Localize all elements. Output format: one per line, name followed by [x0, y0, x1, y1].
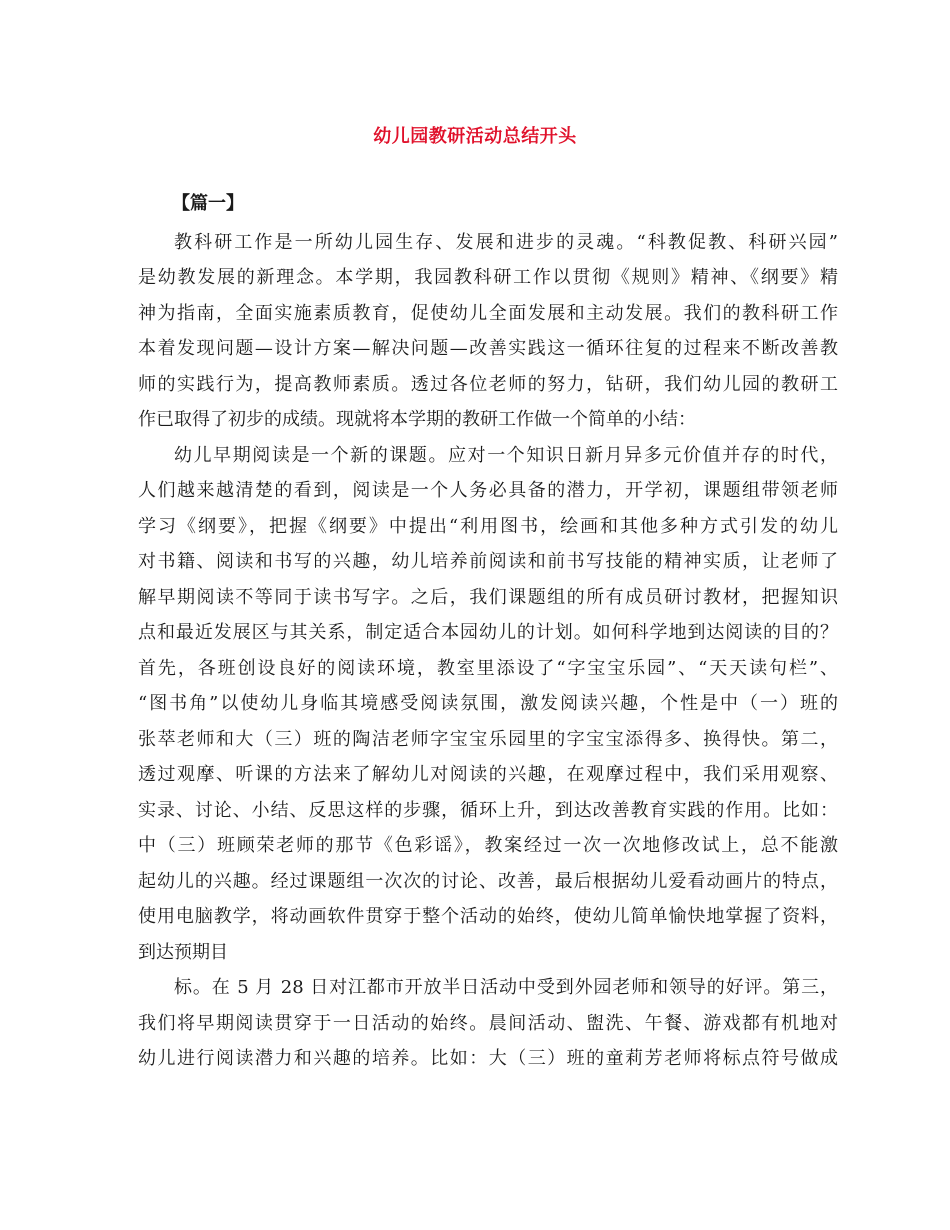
section-label: 【篇一】 — [172, 193, 244, 214]
text-line: 作已取得了初步的成绩。现就将本学期的教研工作做一个简单的小结： — [138, 409, 696, 430]
document-title: 幼儿园教研活动总结开头 — [373, 126, 577, 147]
text-line: 本着发现问题—设计方案—解决问题—改善实践这一循环往复的过程来不断改善教 — [138, 338, 838, 359]
text-line: 学习《纲要》，把握《纲要》中提出“利用图书，绘画和其他多种方式引发的幼儿 — [138, 516, 838, 537]
text-line: 师的实践行为，提高教师素质。透过各位老师的努力，钻研，我们幼儿园的教研工 — [138, 374, 838, 395]
text-line: 起幼儿的兴趣。经过课题组一次次的讨论、改善，最后根据幼儿爱看动画片的特点， — [138, 871, 838, 892]
text-line: 人们越来越清楚的看到，阅读是一个人务必具备的潜力，开学初，课题组带领老师 — [138, 480, 838, 501]
text-line: 我们将早期阅读贯穿于一日活动的始终。晨间活动、盥洗、午餐、游戏都有机地对 — [138, 1013, 838, 1034]
text-line: 神为指南，全面实施素质教育，促使幼儿全面发展和主动发展。我们的教科研工作 — [138, 303, 838, 324]
text-line: 标。在 5 月 28 日对江都市开放半日活动中受到外园老师和领导的好评。第三， — [174, 977, 838, 998]
text-line: 中（三）班顾荣老师的那节《色彩谣》，教案经过一次一次地修改试上，总不能激 — [138, 835, 838, 856]
text-line: 到达预期目 — [138, 942, 228, 963]
text-line: 首先，各班创设良好的阅读环境，教室里添设了“字宝宝乐园”、“天天读句栏”、 — [138, 658, 838, 679]
text-line: 是幼教发展的新理念。本学期，我园教科研工作以贯彻《规则》精神、《纲要》精 — [138, 267, 838, 288]
text-line: 点和最近发展区与其关系，制定适合本园幼儿的计划。如何科学地到达阅读的目的？ — [138, 622, 838, 643]
text-line: 解早期阅读不等同于读书写字。之后，我们课题组的所有成员研讨教材，把握知识 — [138, 587, 838, 608]
text-line: 张萃老师和大（三）班的陶洁老师字宝宝乐园里的字宝宝添得多、换得快。第二， — [138, 729, 838, 750]
text-line: 实录、讨论、小结、反思这样的步骤，循环上升，到达改善教育实践的作用。比如： — [138, 800, 838, 821]
text-line: 透过观摩、听课的方法来了解幼儿对阅读的兴趣，在观摩过程中，我们采用观察、 — [138, 764, 838, 785]
text-line: “图书角”以使幼儿身临其境感受阅读氛围，激发阅读兴趣，个性是中（一）班的 — [138, 693, 838, 714]
text-line: 对书籍、阅读和书写的兴趣，幼儿培养前阅读和前书写技能的精神实质，让老师了 — [138, 551, 838, 572]
text-line: 幼儿早期阅读是一个新的课题。应对一个知识日新月异多元价值并存的时代， — [174, 445, 838, 466]
text-line: 使用电脑教学，将动画软件贯穿于整个活动的始终，使幼儿简单愉快地掌握了资料， — [138, 906, 838, 927]
text-line: 教科研工作是一所幼儿园生存、发展和进步的灵魂。“科教促教、科研兴园” — [174, 232, 838, 253]
text-line: 幼儿进行阅读潜力和兴趣的培养。比如：大（三）班的童莉芳老师将标点符号做成 — [138, 1048, 838, 1069]
